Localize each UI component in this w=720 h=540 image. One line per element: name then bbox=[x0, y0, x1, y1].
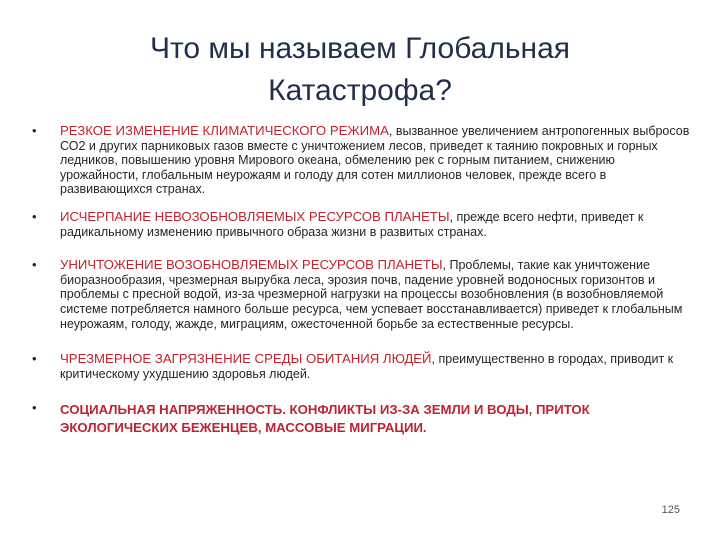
list-item-renewable-resources bbox=[32, 258, 692, 331]
item-text: , Проблемы, такие как уничтожение биоразнообразия, чрезмерная вырубка леса, эрозия почв, падение уровней водоносных горизонтов и проблемы с пресной водой, из-за чрезмерной нагрузки на процессы возобновления (в возобновляемой системе потребляется намного больше ресурса, чем успевает восстанавливается) приведет к глобальным неурожаям, голоду, жажде, миграциям, ожесточенной борьбе за естественные ресурсы. bbox=[60, 258, 683, 331]
bullet-list bbox=[32, 124, 692, 437]
page-number: 125 bbox=[661, 504, 680, 516]
item-text: , прежде всего нефти, приведет к радикальному изменению привычного образа жизни в развитых странах. bbox=[60, 209, 644, 239]
list-item-pollution bbox=[32, 352, 692, 381]
item-lead: СОЦИАЛЬНАЯ НАПРЯЖЕННОСТЬ. КОНФЛИКТЫ ИЗ-ЗА ЗЕМЛИ И ВОДЫ, ПРИТОК ЭКОЛОГИЧЕСКИХ БЕЖЕНЦЕВ, МАССОВЫЕ МИГРАЦИИ. bbox=[60, 402, 590, 436]
slide-title-line-2: Катастрофа? bbox=[268, 74, 452, 107]
bullet-marker: • bbox=[32, 123, 37, 138]
item-lead: УНИЧТОЖЕНИЕ ВОЗОБНОВЛЯЕМЫХ РЕСУРСОВ ПЛАНЕТЫ bbox=[60, 257, 443, 273]
item-lead: РЕЗКОЕ ИЗМЕНЕНИЕ КЛИМАТИЧЕСКОГО РЕЖИМА bbox=[60, 123, 389, 138]
item-lead: ИСЧЕРПАНИЕ НЕВОЗОБНОВЛЯЕМЫХ РЕСУРСОВ ПЛАНЕТЫ bbox=[60, 208, 450, 224]
item-text: , преимущественно в городах, приводит к критическому ухудшению здоровья людей. bbox=[60, 352, 674, 381]
item-lead: ЧРЕЗМЕРНОЕ ЗАГРЯЗНЕНИЕ СРЕДЫ ОБИТАНИЯ ЛЮДЕЙ bbox=[60, 351, 432, 367]
list-item-nonrenewable-resources bbox=[32, 210, 692, 239]
item-text: , вызванное увеличением антропогенных выбросов СО2 и других парниковых газов вместе с уничтожением лесов, приведет к таянию покровных и горных ледников, повышению уровня Мирового океана, обмелению рек с горным питанием, снижению урожайности, глобальным неурожаям и голоду для сотен миллионов человек, прежде всего в развивающихся странах. bbox=[60, 124, 690, 197]
bullet-marker: • bbox=[32, 400, 37, 416]
bullet-marker: • bbox=[32, 208, 37, 224]
slide-title bbox=[60, 28, 660, 112]
bullet-marker: • bbox=[32, 351, 37, 367]
list-item-social-tension bbox=[32, 401, 692, 437]
list-item-climate-change bbox=[32, 124, 692, 197]
slide-title-line-1: Что мы называем Глобальная bbox=[150, 32, 570, 65]
bullet-marker: • bbox=[32, 257, 37, 273]
